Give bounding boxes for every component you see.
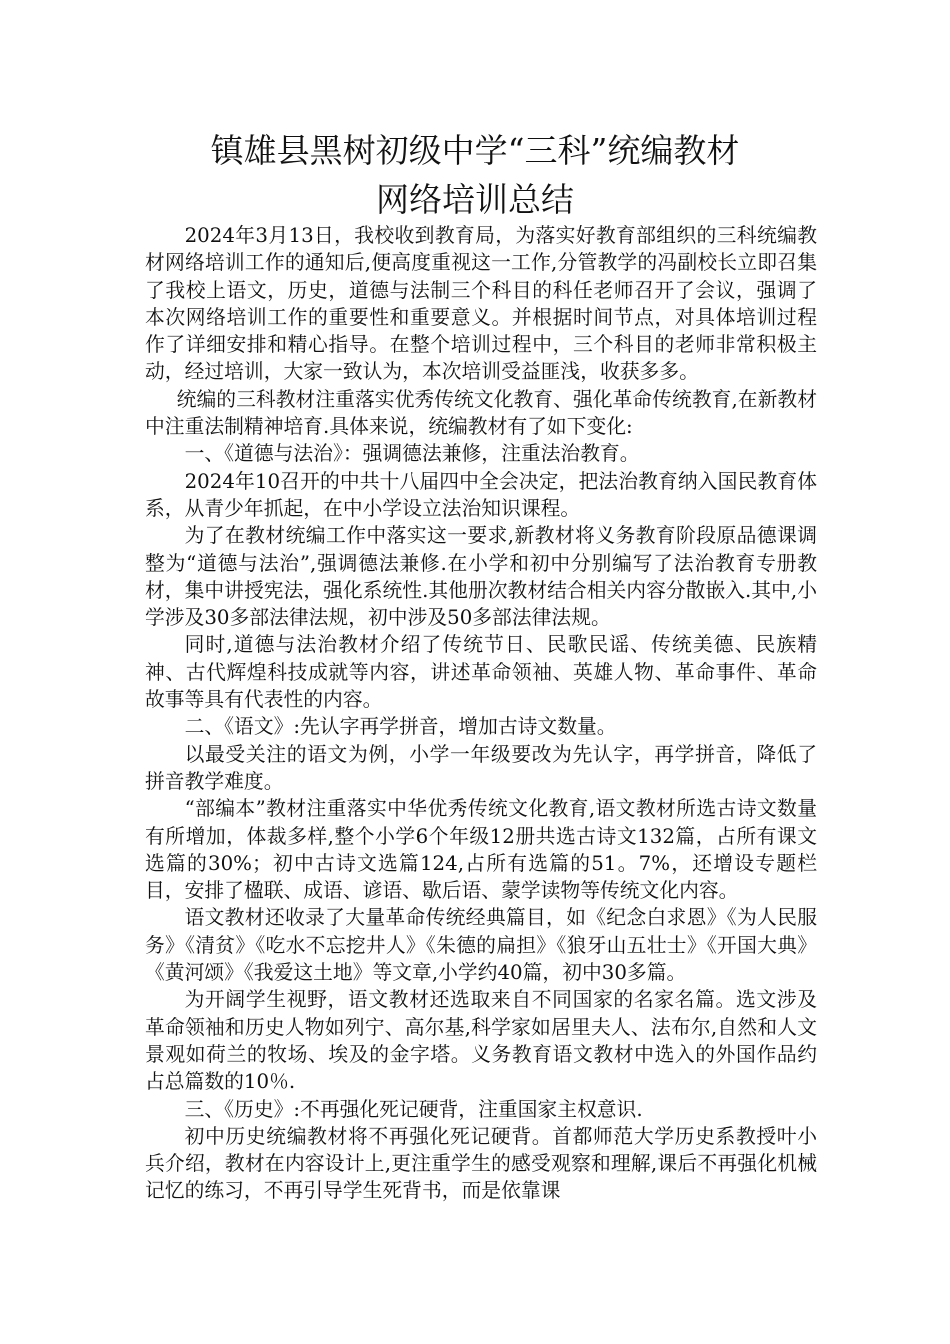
section-heading-morality-law: 一、《道德与法治》：强调德法兼修，注重法治教育。: [184, 442, 640, 466]
section-heading-history: 三、《历史》:不再强化死记硬背，注重国家主权意识.: [184, 1097, 643, 1121]
paragraph: “部编本”教材注重落实中华优秀传统文化教育,语文教材所选古诗文数量有所增加，体裁多样,整个小学6个年级12册共选古诗文132篇，占所有课文选篇的30%；初中古诗文选篇124,占所有选篇的51。7%，还增设专题栏目，安排了楹联、成语、谚语、歇后语、蒙学读物等传统文化内容。: [145, 797, 817, 903]
section-heading-chinese: 二、《语文》:先认字再学拼音，增加古诗文数量。: [184, 715, 617, 739]
document-title-line-2: 网络培训总结: [376, 180, 574, 219]
paragraph: 初中历史统编教材将不再强化死记硬背。首都师范大学历史系教授叶小兵介绍，教材在内容设计上,更注重学生的感受观察和理解,课后不再强化机械记忆的练习，不再引导学生死背书，而是依靠课: [145, 1124, 817, 1203]
paragraph: 为了在教材统编工作中落实这一要求,新教材将义务教育阶段原品德课调整为“道德与法治”,强调德法兼修.在小学和初中分别编写了法治教育专册教材，集中讲授宪法，强化系统性.其他册次教材结合相关内容分散嵌入.其中,小学涉及30多部法律法规，初中涉及50多部法律法规。: [145, 524, 817, 630]
paragraph: 为开阔学生视野，语文教材还选取来自不同国家的名家名篇。选文涉及革命领袖和历史人物如列宁、高尔基,科学家如居里夫人、法布尔,自然和人文景观如荷兰的牧场、埃及的金字塔。义务教育语文教材中选入的外国作品约占总篇数的10％.: [145, 988, 817, 1094]
document-body: [145, 222, 817, 1205]
document-title-line-1: 镇雄县黑树初级中学“三科”统编教材: [210, 131, 740, 170]
paragraph-overview: 统编的三科教材注重落实优秀传统文化教育、强化革命传统教育,在新教材中注重法制精神培育.具体来说，统编教材有了如下变化:: [145, 387, 817, 439]
paragraph: 语文教材还收录了大量革命传统经典篇目，如《纪念白求恩》《为人民服务》《清贫》《吃水不忘挖井人》《朱德的扁担》《狼牙山五壮士》《开国大典》《黄河颂》《我爱这土地》等文章,小学约40篇，初中30多篇。: [145, 906, 817, 985]
paragraph: 以最受关注的语文为例，小学一年级要改为先认字，再学拼音，降低了拼音教学难度。: [145, 742, 817, 793]
paragraph-intro: 2024年3月13日，我校收到教育局，为落实好教育部组织的三科统编教材网络培训工作的通知后,便高度重视这一工作,分管教学的冯副校长立即召集了我校上语文，历史，道德与法制三个科目的科任老师召开了会议，强调了本次网络培训工作的重要性和重要意义。并根据时间节点，对具体培训过程作了详细安排和精心指导。在整个培训过程中，三个科目的老师非常积极主动，经过培训，大家一致认为，本次培训受益匪浅，收获多多。: [145, 224, 817, 384]
paragraph: 2024年10召开的中共十八届四中全会决定，把法治教育纳入国民教育体系，从青少年抓起，在中小学设立法治知识课程。: [145, 469, 817, 520]
paragraph: 同时,道德与法治教材介绍了传统节日、民歌民谣、传统美德、民族精神、古代辉煌科技成就等内容，讲述革命领袖、英雄人物、革命事件、革命故事等具有代表性的内容。: [145, 633, 817, 712]
